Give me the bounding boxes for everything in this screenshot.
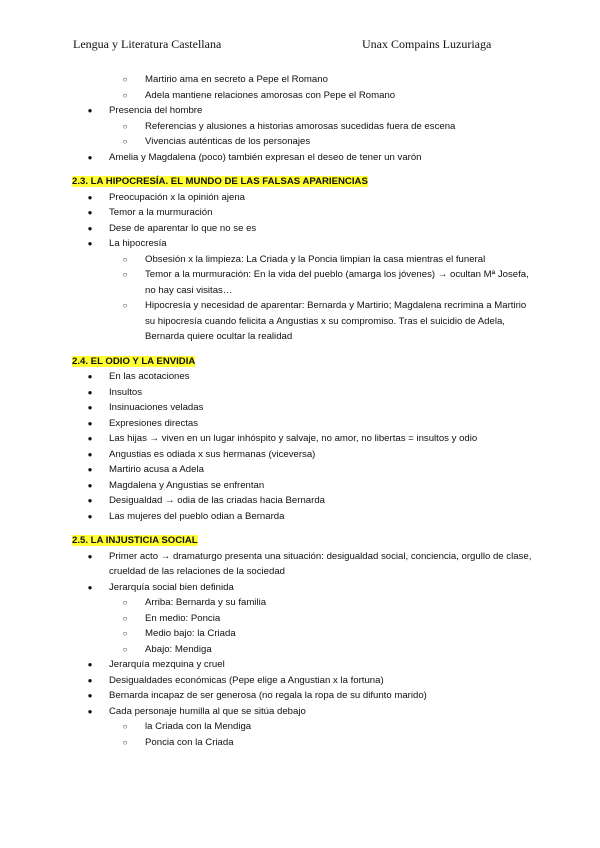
list-item-text: Primer acto → dramaturgo presenta una situación: desigualdad social, conciencia, orgullo de clase, crueldad de las relaciones de la sociedad <box>109 550 532 577</box>
list-item-text: Martirio acusa a Adela <box>109 464 204 475</box>
list-item <box>87 385 532 401</box>
list-item <box>87 462 532 478</box>
bullet-hollow-icon: ○ <box>122 254 128 264</box>
bullet-filled-icon: ● <box>87 449 93 459</box>
list-item-text: la Criada con la Mendiga <box>145 721 252 732</box>
bullet-filled-icon: ● <box>87 239 93 248</box>
bullet-filled-icon: ● <box>87 691 93 700</box>
bullet-hollow-icon: ○ <box>122 90 128 100</box>
list-item <box>87 688 532 704</box>
list-item <box>87 657 532 673</box>
list-item-text: Preocupación x la opinión ajena <box>109 191 246 203</box>
bullet-hollow-icon: ○ <box>122 75 128 84</box>
list-item-text: Las mujeres del pueblo odian a Bernarda <box>109 510 285 522</box>
list-item-text: Angustias es odiada x sus hermanas (viceversa) <box>109 448 316 460</box>
list-item <box>87 416 532 432</box>
header-author: Unax Compains Luzuriaga <box>362 37 492 51</box>
list-item <box>87 190 532 206</box>
bullet-hollow-icon: ○ <box>122 644 128 654</box>
list-item <box>87 103 532 119</box>
bullet-filled-icon: ● <box>87 675 93 685</box>
list-item <box>87 369 532 385</box>
bullet-hollow-icon: ○ <box>122 598 128 607</box>
list-item-text: Desigualdad → odia de las criadas hacia Bernarda <box>109 495 325 506</box>
list-item <box>87 509 532 525</box>
bullet-hollow-icon: ○ <box>122 613 128 623</box>
section-heading-text: 2.5. LA INJUSTICIA SOCIAL <box>72 535 198 546</box>
list-item <box>87 580 532 596</box>
list-item <box>87 478 532 494</box>
bullet-filled-icon: ● <box>87 480 93 490</box>
list-item <box>87 431 532 447</box>
bullet-filled-icon: ● <box>87 106 93 115</box>
bullet-filled-icon: ● <box>87 192 93 202</box>
document-body <box>72 72 532 750</box>
sub-list-item <box>122 642 532 658</box>
list-item <box>87 549 532 580</box>
list-item-text: Presencia del hombre <box>109 105 203 116</box>
bullet-hollow-icon: ○ <box>122 737 128 747</box>
list-item-text: Insinuaciones veladas <box>109 402 204 413</box>
sub-list-item <box>122 88 532 104</box>
section-heading-text: 2.3. LA HIPOCRESÍA. EL MUNDO DE LAS FALSAS APARIENCIAS <box>72 176 368 187</box>
bullet-hollow-icon: ○ <box>122 137 128 146</box>
bullet-filled-icon: ● <box>87 551 93 561</box>
bullet-filled-icon: ● <box>87 434 93 443</box>
list-item <box>87 400 532 416</box>
list-item-text: Arriba: Bernarda y su familia <box>145 597 267 608</box>
bullet-hollow-icon: ○ <box>122 722 128 731</box>
sub-list-item <box>122 298 532 345</box>
sub-list-item <box>122 72 532 88</box>
section-heading-text: 2.4. EL ODIO Y LA ENVIDIA <box>72 355 196 367</box>
sub-list-item <box>122 252 532 268</box>
sub-list-item <box>122 119 532 135</box>
sub-list-item <box>122 626 532 642</box>
list-item-text: Adela mantiene relaciones amorosas con Pepe el Romano <box>145 89 396 101</box>
list-item <box>87 150 532 166</box>
list-item <box>87 493 532 509</box>
bullet-filled-icon: ● <box>87 152 93 162</box>
list-item-text: Desigualdades económicas (Pepe elige a Angustian x la fortuna) <box>109 674 384 686</box>
sub-list-item <box>122 267 532 298</box>
bullet-hollow-icon: ○ <box>122 270 128 279</box>
bullet-filled-icon: ● <box>87 372 93 381</box>
list-item-text: Las hijas → viven en un lugar inhóspito y salvaje, no amor, no libertas = insultos y odio <box>109 433 478 444</box>
list-item <box>87 673 532 689</box>
bullet-filled-icon: ● <box>87 511 93 521</box>
list-item-text: Bernarda incapaz de ser generosa (no regala la ropa de su difunto marido) <box>109 690 427 701</box>
bullet-filled-icon: ● <box>87 465 93 474</box>
section-heading <box>72 354 532 370</box>
list-item-text: Referencias y alusiones a historias amorosas sucedidas fuera de escena <box>145 120 456 132</box>
sub-list-item <box>122 134 532 150</box>
list-item-text: En medio: Poncia <box>145 612 221 624</box>
list-item-text: Martirio ama en secreto a Pepe el Romano <box>145 74 328 85</box>
bullet-hollow-icon: ○ <box>122 629 128 638</box>
list-item-text: Cada personaje humilla al que se sitúa debajo <box>109 705 306 717</box>
list-item-text: Jerarquía mezquina y cruel <box>109 659 225 670</box>
list-item-text: En las acotaciones <box>109 371 190 382</box>
bullet-hollow-icon: ○ <box>122 301 128 310</box>
sub-list-item <box>122 611 532 627</box>
bullet-filled-icon: ● <box>87 208 93 217</box>
list-item-text: Jerarquía social bien definida <box>109 581 234 593</box>
list-item-text: Insultos <box>109 386 143 398</box>
list-item-text: Medio bajo: la Criada <box>145 628 236 639</box>
section-heading <box>72 533 532 549</box>
list-item <box>87 221 532 237</box>
list-item-text: La hipocresía <box>109 238 167 249</box>
sub-list-item <box>122 719 532 735</box>
bullet-filled-icon: ● <box>87 660 93 669</box>
list-item <box>87 704 532 720</box>
list-item-text: Hipocresía y necesidad de aparentar: Bernarda y Martirio; Magdalena recrimina a Martirio su hipocresía cuando felicita a Angustias x su compromiso. Tras el suicidio de Adela, Bernarda quiere ocultar la realidad <box>145 300 527 342</box>
list-item <box>87 447 532 463</box>
list-item-text: Magdalena y Angustias se enfrentan <box>109 479 265 491</box>
list-item-text: Abajo: Mendiga <box>145 643 212 655</box>
list-item <box>87 205 532 221</box>
sub-list-item <box>122 735 532 751</box>
bullet-filled-icon: ● <box>87 496 93 505</box>
list-item-text: Poncia con la Criada <box>145 736 234 748</box>
header-subject: Lengua y Literatura Castellana <box>73 37 222 51</box>
bullet-filled-icon: ● <box>87 387 93 397</box>
list-item-text: Temor a la murmuración: En la vida del pueblo (amarga los jóvenes) → ocultan Mª Josefa, no hay casi visitas… <box>145 269 529 296</box>
bullet-filled-icon: ● <box>87 403 93 412</box>
bullet-filled-icon: ● <box>87 582 93 592</box>
bullet-filled-icon: ● <box>87 223 93 233</box>
bullet-hollow-icon: ○ <box>122 121 128 131</box>
section-heading <box>72 174 532 190</box>
list-item-text: Vivencias auténticas de los personajes <box>145 136 311 147</box>
list-item-text: Expresiones directas <box>109 417 199 429</box>
list-item-text: Dese de aparentar lo que no se es <box>109 222 257 234</box>
list-item <box>87 236 532 252</box>
list-item-text: Amelia y Magdalena (poco) también expresan el deseo de tener un varón <box>109 151 422 163</box>
sub-list-item <box>122 595 532 611</box>
list-item-text: Obsesión x la limpieza: La Criada y la Poncia limpian la casa mientras el funeral <box>145 253 486 265</box>
bullet-filled-icon: ● <box>87 706 93 716</box>
bullet-filled-icon: ● <box>87 418 93 428</box>
list-item-text: Temor a la murmuración <box>109 207 213 218</box>
